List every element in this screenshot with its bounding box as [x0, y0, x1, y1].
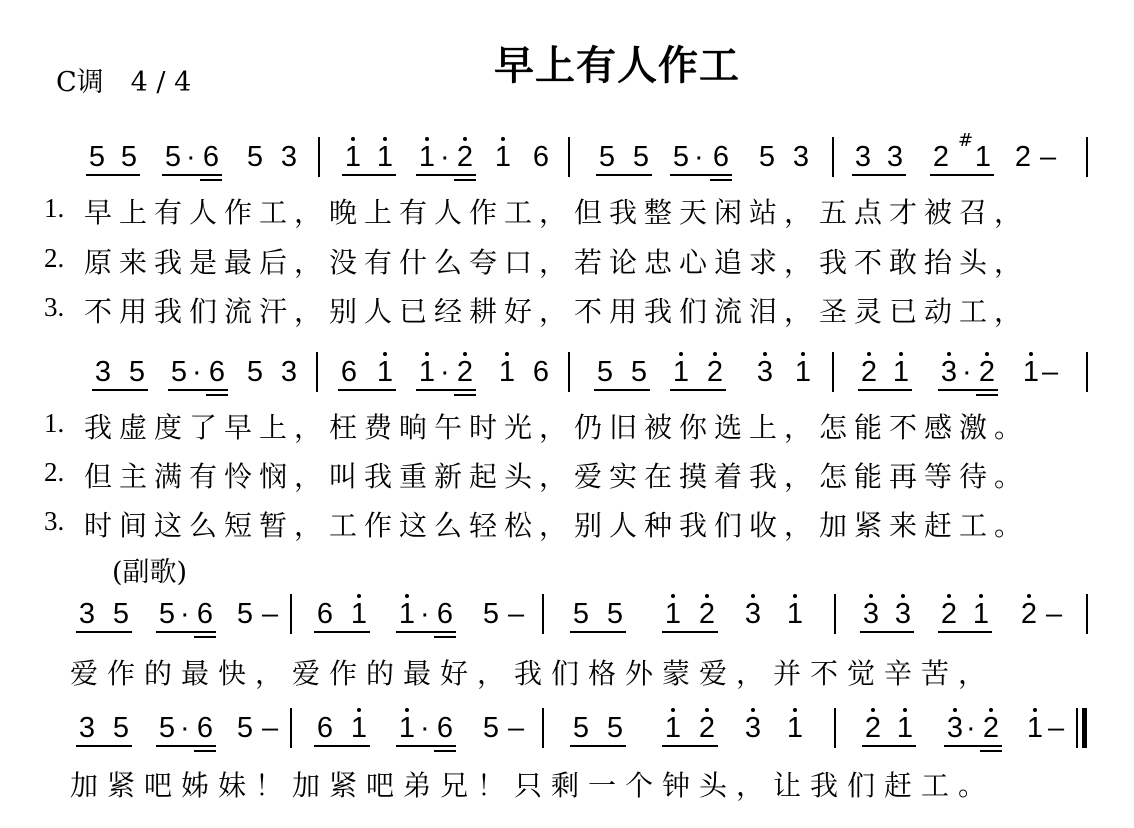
song-title: 早上有人作工: [494, 43, 740, 89]
lyric-line: 我虚度了早上，枉费晌午时光，仍旧被你选上，怎能不感激。: [84, 411, 1030, 444]
notation-line-1: 5 5 5 · 6 5 3 1 1 1 · 2 1 6 5 5 5 · 6 5 3 3 3 2 # 1 2 –: [0, 140, 1134, 200]
verse-number: 3.: [44, 292, 65, 322]
lyric-line: 不用我们流汗，别人已经耕好，不用我们流泪，圣灵已动工，: [84, 295, 1030, 328]
verse-number: 1.: [44, 408, 65, 438]
chorus-lyric-line: 加紧吧姊妹！加紧吧弟兄！只剩一个钟头，让我们赶工。: [70, 769, 996, 802]
chorus-notation-line-1: 3 5 5 · 6 5 – 6 1 1 · 6 5 – 5 5 1 2 3 1 3 3 2 1 2 –: [0, 597, 1134, 657]
lyric-line: 但主满有怜悯，叫我重新起头，爱实在摸着我，怎能再等待。: [84, 460, 1030, 493]
verse-number: 2.: [44, 243, 65, 273]
lyric-line: 原来我是最后，没有什么夸口，若论忠心追求，我不敢抬头，: [84, 246, 1030, 279]
chorus-notation-line-2: 3 5 5 · 6 5 – 6 1 1 · 6 5 – 5 5 1 2 3 1 2 1 3 · 2 1 –: [0, 711, 1134, 771]
verse-number: 1.: [44, 193, 65, 223]
notation-line-2: 3 5 5 · 6 5 3 6 1 1 · 2 1 6 5 5 1 2 3 1 2 1 3 · 2 1 –: [0, 355, 1134, 415]
key-signature: C调 4 / 4: [56, 67, 192, 98]
verse-number: 2.: [44, 457, 65, 487]
chorus-label: (副歌): [112, 557, 188, 588]
lyric-line: 时间这么短暂，工作这么轻松，别人种我们收，加紧来赶工。: [84, 509, 1030, 542]
lyric-line: 早上有人作工，晚上有人作工，但我整天闲站，五点才被召，: [84, 196, 1030, 229]
verse-number: 3.: [44, 506, 65, 536]
chorus-lyric-line: 爱作的最快，爱作的最好，我们格外蒙爱，并不觉辛苦，: [70, 657, 996, 690]
